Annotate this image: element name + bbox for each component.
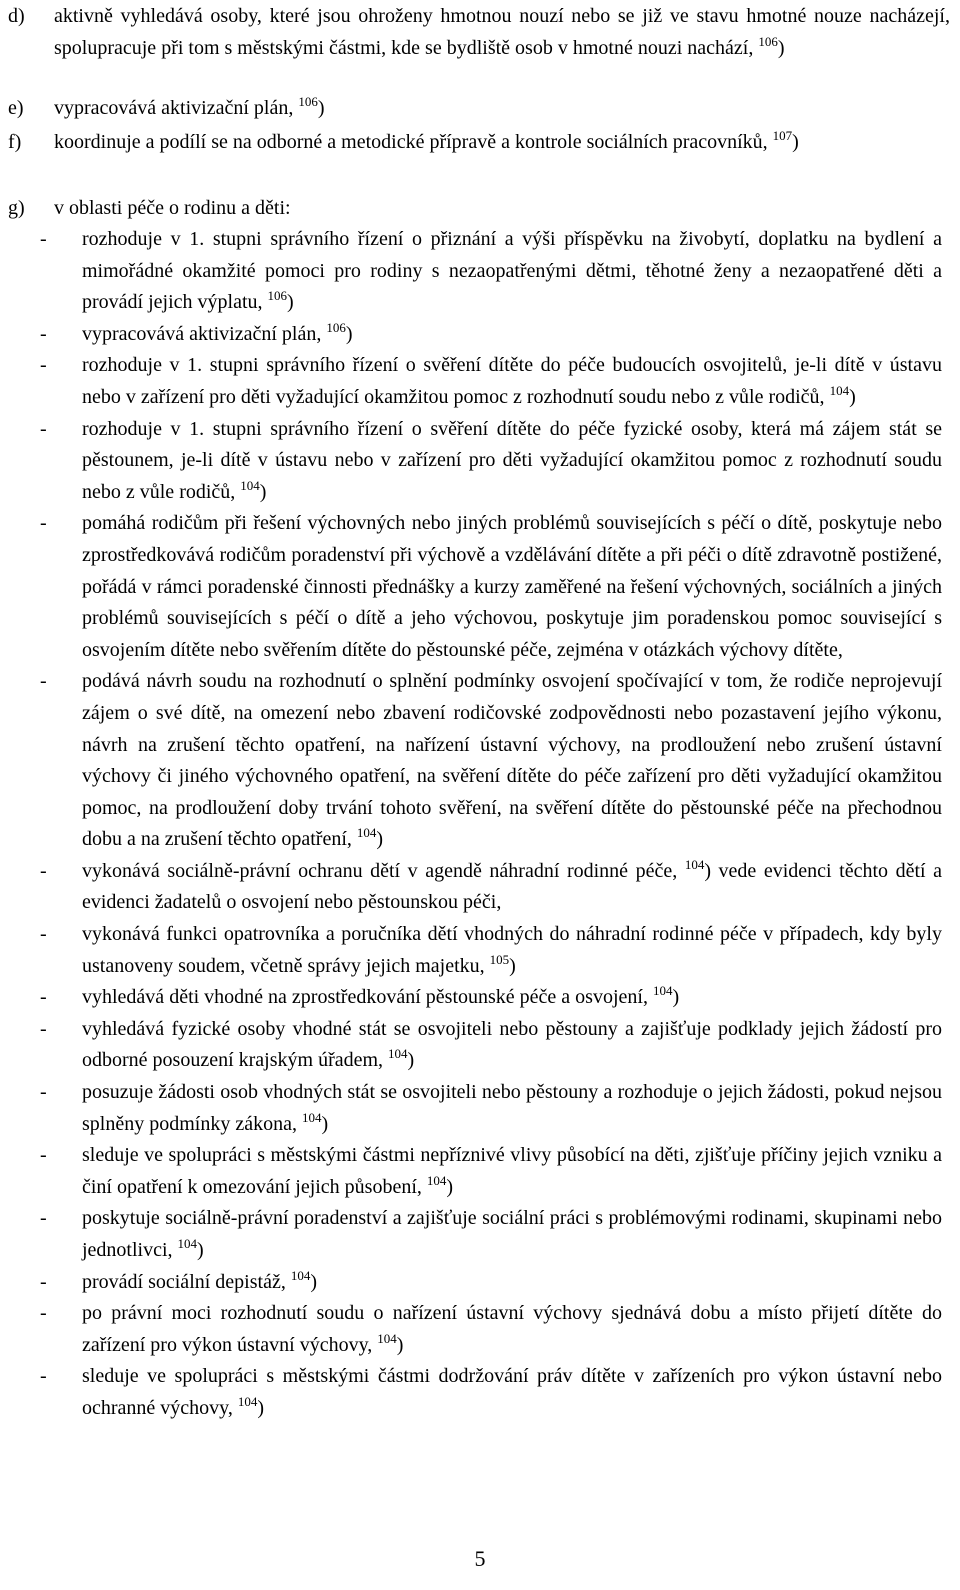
item-marker: d) <box>8 5 25 27</box>
dash-marker: - <box>40 1017 47 1040</box>
item-text: provádí sociální depistáž, <box>82 1270 286 1293</box>
dash-marker: - <box>40 1365 47 1388</box>
ref-close: ) <box>777 37 785 59</box>
footnote-ref: 106 <box>298 93 318 109</box>
dash-marker: - <box>40 354 47 377</box>
footnote-ref: 104 <box>290 1267 311 1283</box>
footnote-ref: 104 <box>301 1109 322 1125</box>
ref-close: ) <box>317 97 325 119</box>
dash-marker: - <box>40 1207 47 1230</box>
dash-list-item <box>0 508 942 666</box>
dash-list-item <box>0 1014 942 1077</box>
footnote-ref: 104 <box>240 477 260 493</box>
dash-list-item <box>0 919 942 982</box>
ref-close: ) <box>704 859 711 882</box>
item-marker: g) <box>8 197 25 219</box>
item-marker: e) <box>8 97 24 119</box>
footnote-ref: 104 <box>684 856 705 872</box>
list-item-f <box>8 126 950 158</box>
ref-close: ) <box>321 1112 329 1135</box>
ref-close: ) <box>446 1175 454 1198</box>
dash-marker: - <box>40 1302 47 1325</box>
item-text: sleduje ve spolupráci s městskými částmi dodržování práv dítěte v zařízeních pro výkon ústavní nebo ochranné výchovy, <box>82 1365 942 1419</box>
ref-close: ) <box>792 131 799 153</box>
dash-list-item <box>0 1203 942 1266</box>
dash-list-item <box>0 1267 942 1299</box>
dash-marker: - <box>40 986 47 1009</box>
item-text: vykonává funkci opatrovníka a poručníka dětí vhodných do náhradní rodinné péče v případech, kdy byly ustanoveny soudem, včetně správy jejich majetku, <box>82 923 942 977</box>
dash-marker: - <box>40 512 47 535</box>
ref-close: ) <box>672 986 680 1009</box>
item-text: aktivně vyhledává osoby, které jsou ohroženy hmotnou nouzí nebo se již ve stavu hmotné nouze nacházejí, spolupracuje při tom s městskými částmi, kde se bydliště osob v hmotné nouzi nachází, <box>54 5 950 59</box>
footnote-ref: 107 <box>772 127 793 143</box>
dash-list-item <box>0 414 942 509</box>
footnote-ref: 104 <box>388 1046 408 1062</box>
dash-list-item <box>0 856 942 919</box>
item-text: poskytuje sociálně-právní poradenství a zajišťuje sociální práci s problémovými rodinami, skupinami nebo jednotlivci, <box>82 1207 942 1261</box>
dash-marker: - <box>40 322 47 345</box>
footnote-ref: 106 <box>267 288 288 304</box>
item-text: v oblasti péče o rodinu a děti: <box>54 197 291 219</box>
footnote-ref: 104 <box>356 825 377 841</box>
item-text: rozhoduje v 1. stupni správního řízení o svěření dítěte do péče budoucích osvojitelů, je-li dítě v ústavu nebo v zařízení pro děti vyžadující okamžitou pomoc z rozhodnutí soudu nebo z vůle rodičů, <box>82 354 942 408</box>
dash-list-item <box>0 224 942 319</box>
dash-list-item <box>0 1140 942 1203</box>
ref-close: ) <box>259 480 267 503</box>
dash-list-item <box>0 666 942 856</box>
dash-list-item <box>0 1361 942 1424</box>
footnote-ref: 104 <box>377 1330 397 1346</box>
ref-close: ) <box>509 954 516 977</box>
list-item-e <box>8 92 950 124</box>
dash-marker: - <box>40 923 47 946</box>
item-text: sleduje ve spolupráci s městskými částmi nepříznivé vlivy působící na děti, zjišťuje příčiny jejich vzniku a činí opatření k omezování jejich působení, <box>82 1144 942 1198</box>
dash-list-item <box>0 350 942 413</box>
ref-close: ) <box>197 1239 204 1261</box>
item-text: posuzuje žádosti osob vhodných stát se osvojiteli nebo pěstouny a rozhoduje o jejich žádosti, pokud nejsou splněny podmínky zákona, <box>82 1081 942 1135</box>
ref-close: ) <box>287 291 294 314</box>
dash-list-item <box>0 982 942 1014</box>
footnote-ref: 106 <box>326 319 346 335</box>
ref-close: ) <box>849 385 856 408</box>
dash-list-item <box>0 319 942 351</box>
item-text: vyhledává fyzické osoby vhodné stát se osvojiteli nebo pěstouny a zajišťuje podklady jejich žádostí pro odborné posouzení krajským úřadem, <box>82 1017 942 1072</box>
item-text: vypracovává aktivizační plán, <box>82 322 322 345</box>
item-text: rozhoduje v 1. stupni správního řízení o svěření dítěte do péče fyzické osoby, která má zájem stát se pěstounem, je-li dítě v ústavu nebo v zařízení pro děti vyžadující okamžitou pomoc z rozhodnutí soudu nebo z vůle rodičů, <box>82 417 942 503</box>
item-text: rozhoduje v 1. stupni správního řízení o přiznání a výši příspěvku na živobytí, doplatku na bydlení a mimořádné okamžité pomoci pro rodiny s nezaopatřenými dětmi, těhotné ženy a nezaopatřené děti a provádí jejich výplatu, <box>82 228 942 314</box>
footnote-ref: 105 <box>489 951 510 967</box>
item-text: vyhledává děti vhodné na zprostředkování pěstounské péče a osvojení, <box>82 986 648 1009</box>
ref-close: ) <box>310 1270 317 1293</box>
dash-list-item <box>0 1298 942 1361</box>
item-text: vypracovává aktivizační plán, <box>54 97 294 119</box>
ref-close: ) <box>376 828 384 851</box>
dash-marker: - <box>40 1144 47 1167</box>
footnote-ref: 104 <box>237 1393 258 1409</box>
ref-close: ) <box>257 1396 265 1419</box>
item-tail-text: vede evidenci těchto dětí a evidenci žadatelů o osvojení nebo pěstounskou péči, <box>82 859 943 914</box>
footnote-ref: 104 <box>652 983 673 999</box>
ref-close: ) <box>396 1333 404 1356</box>
item-text: pomáhá rodičům při řešení výchovných nebo jiných problémů souvisejících s péčí o dítě, poskytuje nebo zprostředkovává rodičům poradenství při výchově a vzdělávání dítěte a při péči o dítě zdravotně postižené, pořádá v rámci poradenské činnosti přednášky a kurzy zaměřené na řešení výchovných, sociálních a jiných problémů souvisejících s péčí o dítě a jeho výchovou, poskytuje jim poradenskou pomoc související s osvojením dítěte nebo svěřením dítěte do pěstounské péče, zejména v otázkách výchovy dítěte, <box>82 512 942 661</box>
ref-close: ) <box>345 322 353 345</box>
list-item-g <box>8 192 950 224</box>
item-text: vykonává sociálně-právní ochranu dětí v agendě náhradní rodinné péče, <box>82 859 678 882</box>
footnote-ref: 106 <box>758 33 778 49</box>
page-number: 5 <box>474 1546 486 1571</box>
item-marker: f) <box>8 131 22 153</box>
dash-marker: - <box>40 228 47 250</box>
dash-list-item <box>0 1077 942 1140</box>
dash-marker: - <box>40 1270 47 1293</box>
dash-marker: - <box>40 417 47 440</box>
footnote-ref: 104 <box>177 1235 198 1251</box>
dash-marker: - <box>40 670 47 693</box>
dash-marker: - <box>40 1081 47 1104</box>
footnote-ref: 104 <box>829 382 850 398</box>
item-text: po právní moci rozhodnutí soudu o nařízení ústavní výchovy sjednává dobu a místo přijetí dítěte do zařízení pro výkon ústavní výchovy, <box>82 1302 942 1356</box>
dash-marker: - <box>40 859 47 882</box>
item-text: koordinuje a podílí se na odborné a metodické přípravě a kontrole sociálních pracovníků, <box>54 131 768 153</box>
list-item-d <box>8 0 950 64</box>
dash-list <box>0 224 942 1425</box>
footnote-ref: 104 <box>426 1172 447 1188</box>
ref-close: ) <box>407 1049 415 1072</box>
item-text: podává návrh soudu na rozhodnutí o splnění podmínky osvojení spočívající v tom, že rodiče neprojevují zájem o své dítě, na omezení nebo zbavení rodičovské zodpovědnosti nebo pozastavení jejího výkonu, návrh na zrušení těchto opatření, na nařízení ústavní výchovy, na prodloužení nebo zrušení ústavní výchovy či jiného výchovného opatření, na svěření dítěte do péče zařízení pro děti vyžadující okamžitou pomoc, na prodloužení doby trvání tohoto svěření, na svěření dítěte do pěstounské péče na přechodnou dobu a na zrušení těchto opatření, <box>82 670 942 851</box>
